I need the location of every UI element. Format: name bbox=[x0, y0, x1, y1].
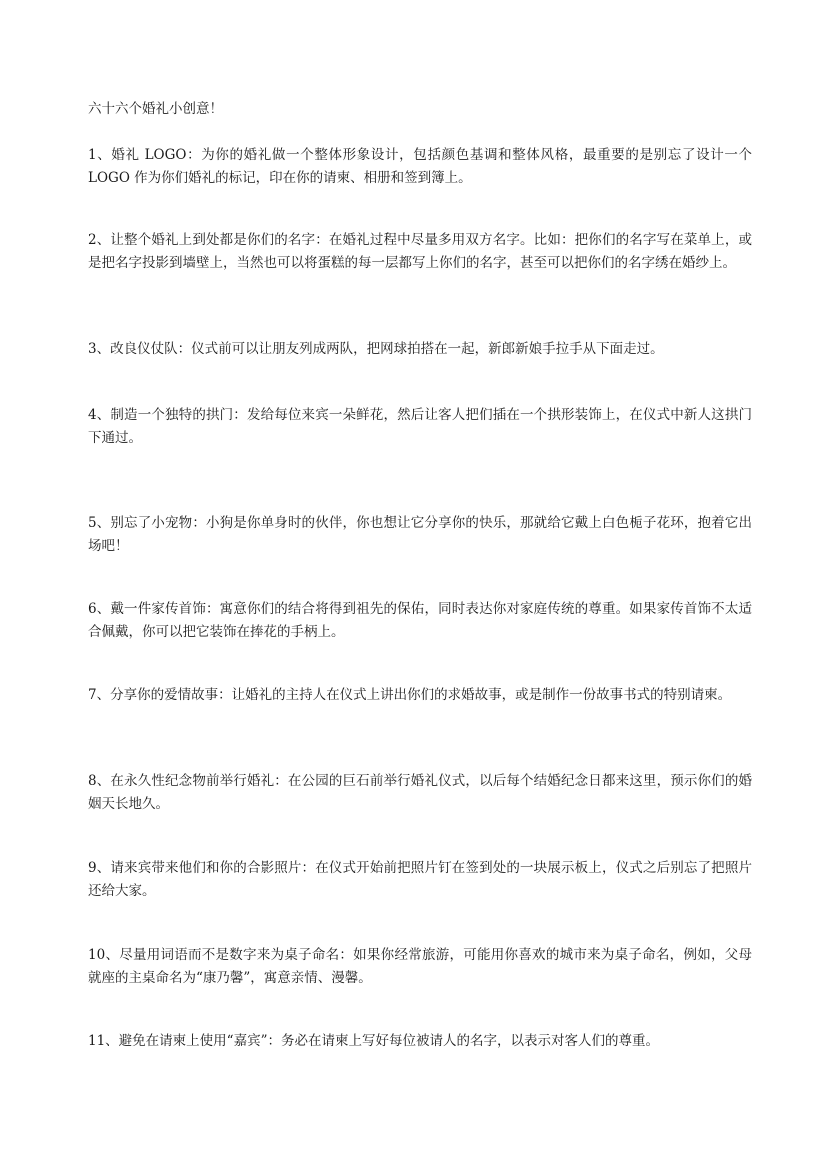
list-item: 7、分享你的爱情故事：让婚礼的主持人在仪式上讲出你们的求婚故事，或是制作一份故事书式的特别请柬。 bbox=[88, 687, 732, 703]
list-item: 11、避免在请柬上使用“嘉宾”：务必在请柬上写好每位被请人的名字，以表示对客人们的尊重。 bbox=[88, 1033, 659, 1049]
document-title: 六十六个婚礼小创意！ bbox=[88, 101, 223, 117]
list-item: 1、婚礼 LOGO：为你的婚礼做一个整体形象设计，包括颜色基调和整体风格，最重要的是别忘了设计一个 LOGO 作为你们婚礼的标记，印在你的请柬、相册和签到簿上。 bbox=[88, 147, 752, 186]
list-item: 9、请来宾带来他们和你的合影照片：在仪式开始前把照片钉在签到处的一块展示板上，仪式之后别忘了把照片还给大家。 bbox=[88, 860, 752, 899]
list-item: 3、改良仪仗队：仪式前可以让朋友列成两队，把网球拍搭在一起，新郎新娘手拉手从下面走过。 bbox=[88, 341, 664, 357]
list-item: 6、戴一件家传首饰：寓意你们的结合将得到祖先的保佑，同时表达你对家庭传统的尊重。如果家传首饰不太适合佩戴，你可以把它装饰在捧花的手柄上。 bbox=[88, 601, 752, 640]
list-item: 4、制造一个独特的拱门：发给每位来宾一朵鲜花，然后让客人把们插在一个拱形装饰上，在仪式中新人这拱门下通过。 bbox=[88, 407, 752, 446]
list-item: 5、别忘了小宠物：小狗是你单身时的伙伴，你也想让它分享你的快乐，那就给它戴上白色栀子花环，抱着它出场吧！ bbox=[88, 515, 752, 554]
list-item: 10、尽量用词语而不是数字来为桌子命名：如果你经常旅游，可能用你喜欢的城市来为桌子命名，例如，父母就座的主桌命名为“康乃馨”，寓意亲情、漫馨。 bbox=[88, 947, 752, 986]
list-item: 2、让整个婚礼上到处都是你们的名字：在婚礼过程中尽量多用双方名字。比如：把你们的名字写在菜单上，或是把名字投影到墙壁上，当然也可以将蛋糕的每一层都写上你们的名字，甚至可以把你们的名字绣在婚纱上。 bbox=[88, 232, 752, 271]
list-item: 8、在永久性纪念物前举行婚礼：在公园的巨石前举行婚礼仪式，以后每个结婚纪念日都来这里，预示你们的婚姻天长地久。 bbox=[88, 773, 752, 812]
